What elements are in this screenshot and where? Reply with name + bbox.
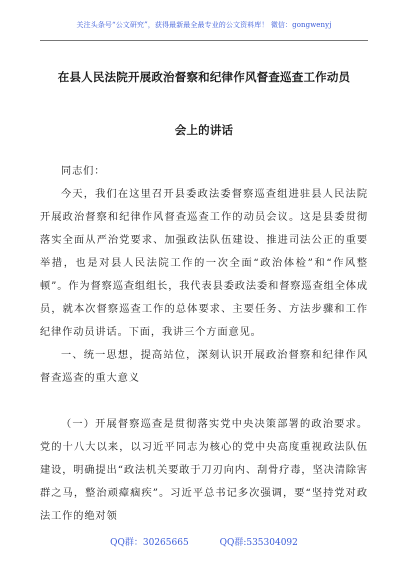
body-paragraph-1: 今天，我们在这里召开县委政法委督察巡查组进驻县人民法院开展政治督察和纪律作风督查巡查工作的动员会议。这是县委贯彻落实全面从严治党要求、加强政法队伍建设、推进司法公正的重要举措，也是对县人民法院工作的一次全面“政治体检”和“作风整顿”。作为督察巡查组组长，我代表县委政法委和督察巡查组全体成员，就本次督察巡查工作的总体要求、主要任务、方法步骤和工作纪律作动员讲话。下面，我讲三个方面意见。 — [40, 189, 368, 338]
footer-qq-group-2: QQ群:535304092 — [219, 538, 298, 548]
footer-contact — [0, 535, 408, 548]
header-banner: 关注头条号“公文研究”，获得最新最全最专业的公文资料库！ 微信：gongwenyj — [76, 21, 332, 29]
document-title-line2: 会上的讲话 — [174, 123, 234, 137]
header-divider — [40, 40, 368, 41]
document-title-line1: 在县人民法院开展政治督察和纪律作风督查巡查工作动员 — [57, 70, 351, 84]
body-paragraph-2: （一）开展督察巡查是贯彻落实党中央决策部署的政治要求。党的十八大以来，以习近平同志为核心的党中央高度重视政法队伍建设，明确提出“政法机关要敢于刀刃向内、刮骨疗毒，坚决清除害群之马，整治顽瘴痼疾”。习近平总书记多次强调，要“坚持党对政法工作的绝对领 — [40, 419, 368, 522]
section-heading-1: 一、统一思想，提高站位，深刻认识开展政治督察和纪律作风督查巡查的重大意义 — [40, 350, 368, 384]
footer-qq-group-1: QQ群：30265665 — [110, 538, 189, 548]
salutation: 同志们： — [61, 166, 106, 177]
